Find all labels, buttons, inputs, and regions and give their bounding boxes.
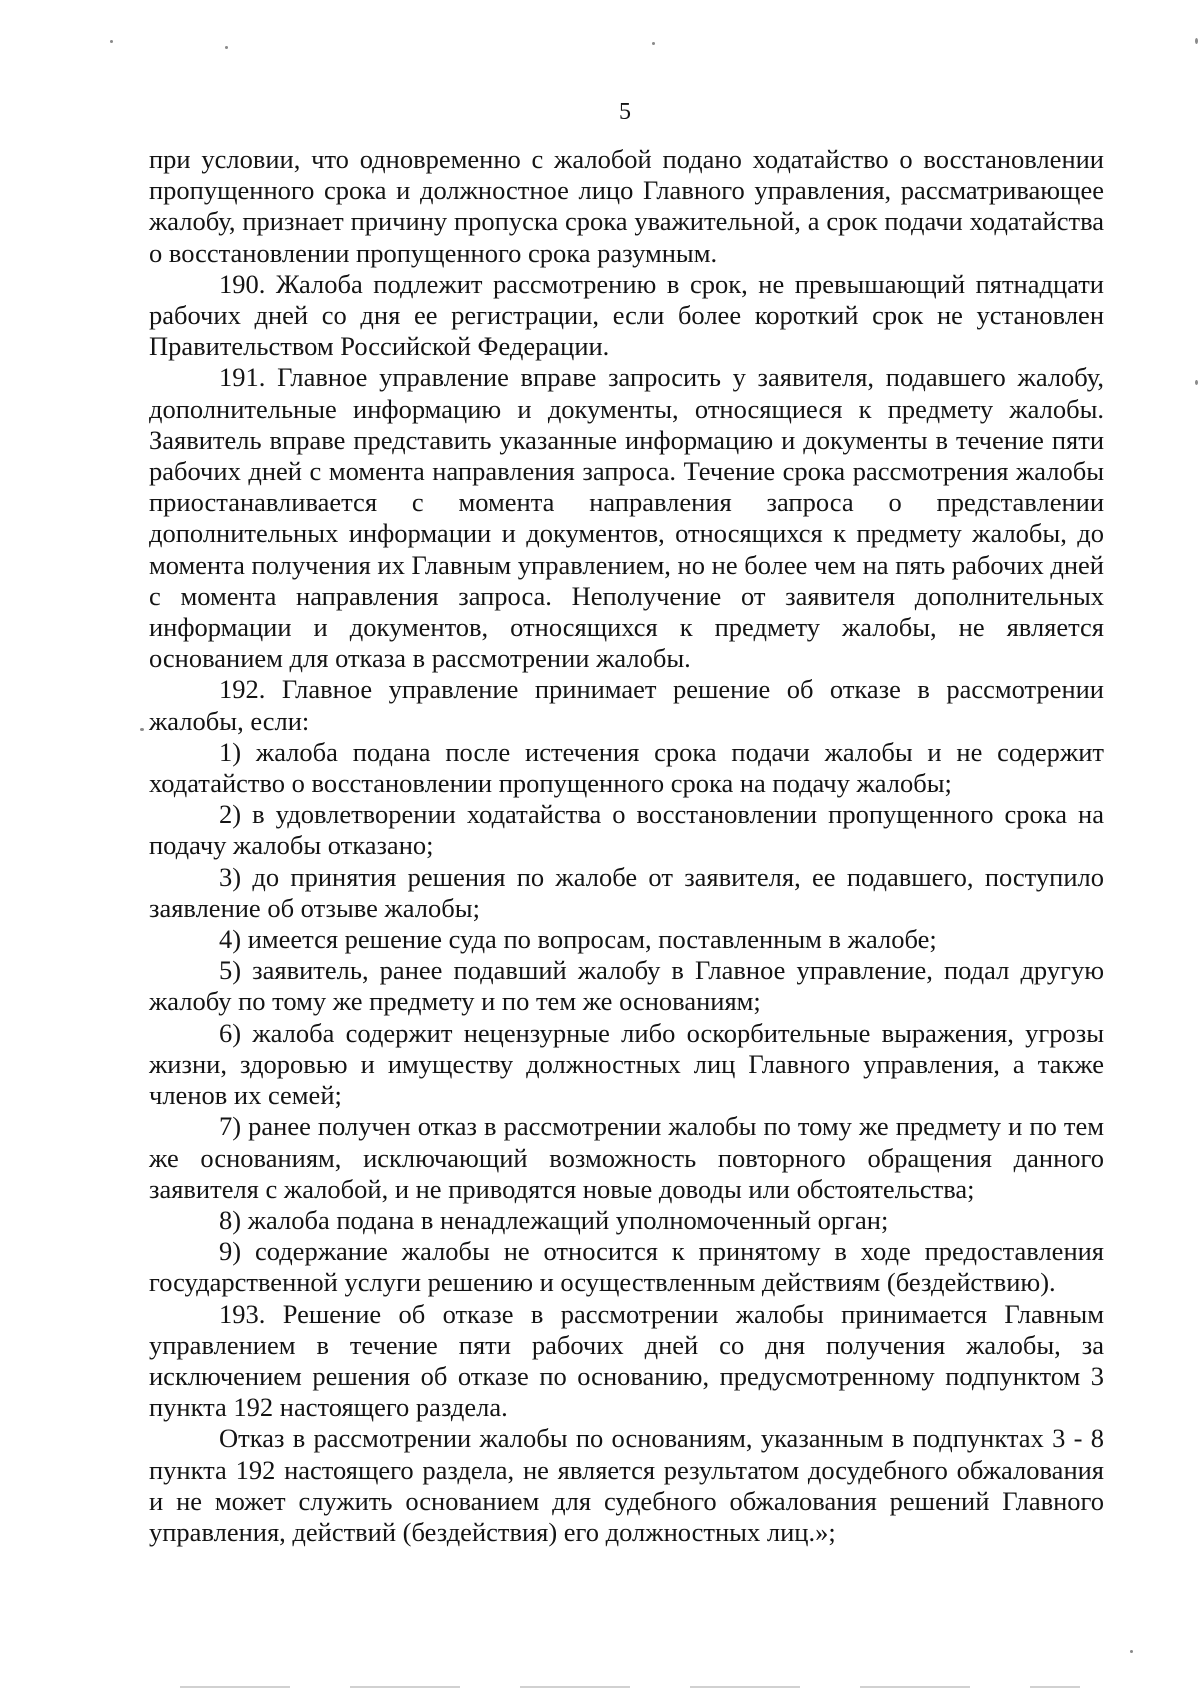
list-item-192-7: 7) ранее получен отказ в рассмотрении жалобы по тому же предмету и по тем же основаниям, исключающий возможность повторного обращения данного заявителя с жалобой, и не приводятся новые доводы или обстоятельства;	[149, 1111, 1104, 1204]
list-item-192-4: 4) имеется решение суда по вопросам, поставленным в жалобе;	[219, 924, 937, 955]
paragraph-192: 192. Главное управление принимает решение об отказе в рассмотрении жалобы, если:	[149, 674, 1104, 736]
list-item-192-3: 3) до принятия решения по жалобе от заявителя, ее подавшего, поступило заявление об отзыве жалобы;	[149, 861, 1104, 923]
list-item-192-1: 1) жалоба подана после истечения срока подачи жалобы и не содержит ходатайство о восстановлении пропущенного срока на подачу жалобы;	[149, 736, 1104, 799]
scan-speck	[1195, 38, 1198, 44]
list-item-192-8: 8) жалоба подана в ненадлежащий уполномоченный орган;	[219, 1204, 889, 1235]
scan-speck	[140, 728, 144, 731]
paragraph-193: 193. Решение об отказе в рассмотрении жалобы принимается Главным управлением в течение пяти рабочих дней со дня получения жалобы, за исключением решения об отказе по основанию, предусмотренному подпунктом 3 пункта 192 настоящего раздела.	[149, 1298, 1104, 1423]
list-item-192-6: 6) жалоба содержит нецензурные либо оскорбительные выражения, угрозы жизни, здоровью и имуществу должностных лиц Главного управления, а также членов их семей;	[149, 1017, 1104, 1111]
scan-speck	[1195, 380, 1198, 385]
paragraph-continuation: при условии, что одновременно с жалобой подано ходатайство о восстановлении пропущенного срока и должностное лицо Главного управления, рассматривающее жалобу, признает причину пропуска срока уважительной, а срок подачи ходатайства о восстановлении пропущенного срока разумным.	[149, 144, 1104, 268]
scan-speck	[110, 40, 113, 43]
list-item-192-9: 9) содержание жалобы не относится к принятому в ходе предоставления государственной услуги решению и осуществленным действиям (бездействию).	[149, 1236, 1104, 1298]
paragraph-refusal: Отказ в рассмотрении жалобы по основаниям, указанным в подпунктах 3 - 8 пункта 192 настоящего раздела, не является результатом досудебного обжалования и не может служить основанием для судебного обжалования решений Главного управления, действий (бездействия) его должностных лиц.»;	[149, 1423, 1104, 1547]
scan-speck	[652, 42, 655, 45]
page-number: 5	[619, 99, 631, 125]
paragraph-190: 190. Жалоба подлежит рассмотрению в срок, не превышающий пятнадцати рабочих дней со дня ее регистрации, если более короткий срок не установлен Правительством Российской Федерации.	[149, 268, 1104, 362]
list-item-192-2: 2) в удовлетворении ходатайства о восстановлении пропущенного срока на подачу жалобы отказано;	[149, 799, 1104, 861]
document-body	[149, 144, 1104, 1548]
scan-speck	[1130, 1650, 1133, 1653]
scan-bottom-edge	[180, 1686, 1080, 1688]
list-item-192-5: 5) заявитель, ранее подавший жалобу в Главное управление, подал другую жалобу по тому же предмету и по тем же основаниям;	[149, 955, 1104, 1017]
scan-speck	[225, 46, 228, 49]
paragraph-191: 191. Главное управление вправе запросить у заявителя, подавшего жалобу, дополнительные информацию и документы, относящиеся к предмету жалобы. Заявитель вправе представить указанные информацию и документы в течение пяти рабочих дней с момента направления запроса. Течение срока рассмотрения жалобы приостанавливается с момента направления запроса о представлении дополнительных информации и документов, относящихся к предмету жалобы, до момента получения их Главным управлением, но не более чем на пять рабочих дней с момента направления запроса. Неполучение от заявителя дополнительных информации и документов, относящихся к предмету жалобы, не является основанием для отказа в рассмотрении жалобы.	[149, 362, 1104, 674]
